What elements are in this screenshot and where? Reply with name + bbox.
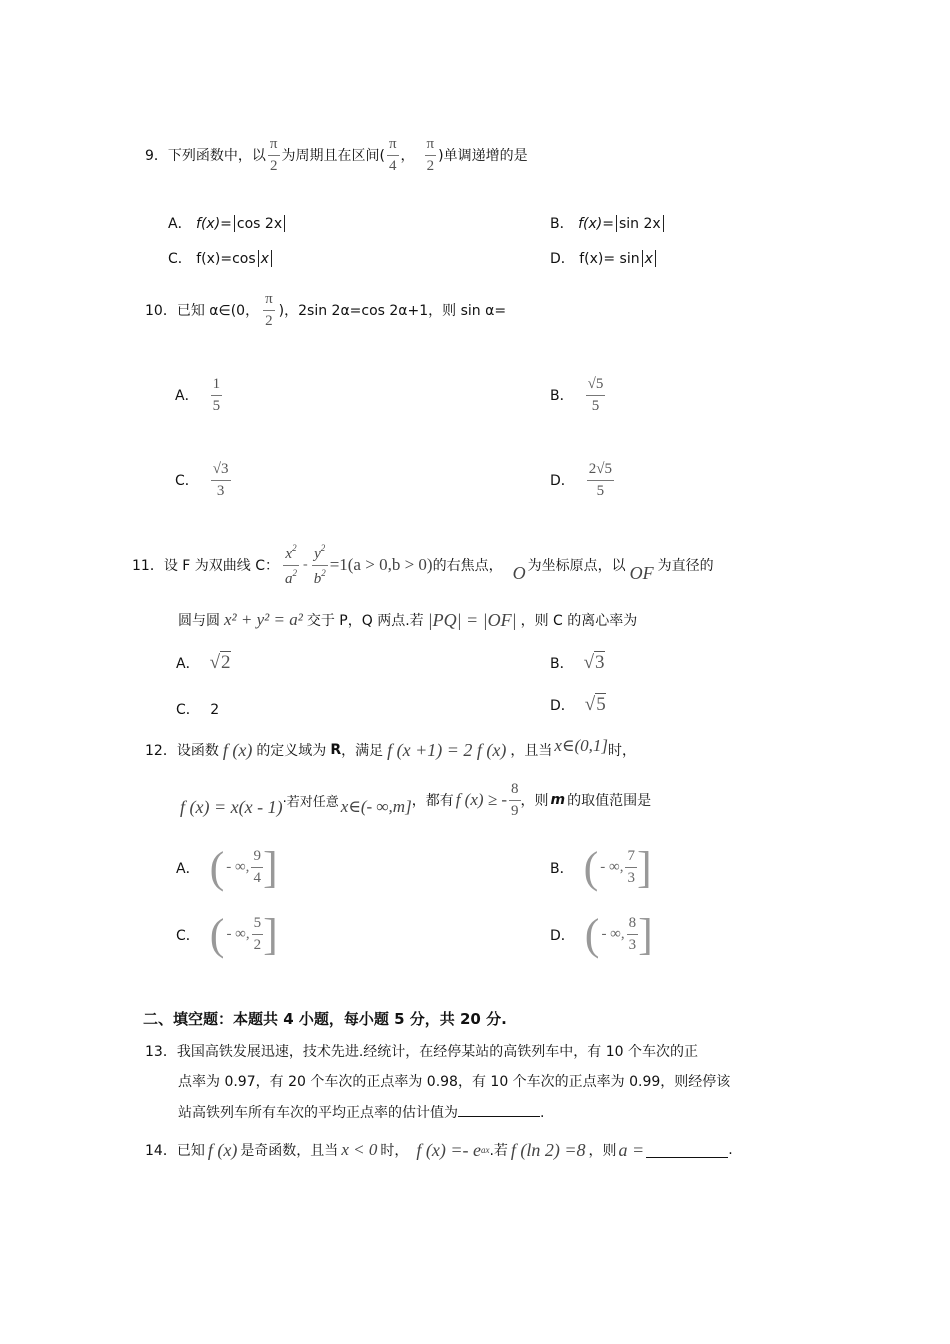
fraction-pi-over-4: $\frac{\pi}{4}$ [388,135,397,174]
question-9: 9． 下列函数中，以 $\frac{\pi}{2}$ 为周期且在区间( $\frac{\pi}{4}$ ， $\frac{\pi}{2}$ )单调递增的是 [145,135,528,174]
question-text: 为周期且在区间( [281,148,385,164]
q11-option-a: A． √2 [176,652,231,673]
q11-option-c: C． 2 [176,702,220,718]
answer-blank[interactable] [458,1102,540,1117]
question-number: 10． [145,303,177,319]
q10-option-d: D． $\frac{2√5}{5}$ [550,460,613,499]
question-14: 14． 已知 f (x) 是奇函数，且当 x < 0 时， f (x) =- e ax .若 f (ln 2) =8 ，则 a = . [145,1139,733,1160]
q12-option-d: D． ( - ∞, $\frac{8}{3}$ ] [550,909,653,959]
question-text: 设 F 为双曲线 C： [163,558,280,574]
q11-option-d: D． √5 [550,694,606,715]
question-13-line3: 站高铁列车所有车次的平均正点率的估计值为 . [178,1102,544,1122]
q9-option-a: A． f(x)= cos 2x [168,213,287,233]
question-text: 已知 α∈(0， [176,303,260,319]
question-text: )单调递增的是 [438,148,528,164]
question-text: )，2sin 2α=cos 2α+1，则 sin α= [278,303,507,319]
fraction-pi-over-2: $\frac{\pi}{2}$ [269,135,278,174]
fraction-pi-over-2: $\frac{\pi}{2}$ [265,290,273,329]
q9-option-c: C． f(x)=cos x [168,248,274,268]
hyperbola-y-term: $\frac{y^2}{b^2}$ [313,542,326,587]
question-11: 11． 设 F 为双曲线 C： $\frac{x^2}{a^2}$ - $\frac{y^2}{b^2}$ =1(a > 0,b > 0) 的右焦点， O 为坐标原点，以 OF 为直径的 [132,542,714,587]
question-number: 14． [145,1143,177,1159]
q11-option-b: B． √3 [550,652,605,673]
q9-option-d: D． f(x)= sin x [550,248,658,268]
question-13: 13．我国高铁发展迅速，技术先进.经统计，在经停某站的高铁列车中，有 10 个车次的正 [145,1044,698,1060]
q10-option-b: B． $\frac{√5}{5}$ [550,375,604,414]
question-text: 下列函数中，以 [167,148,266,164]
q10-option-c: C． $\frac{√3}{3}$ [175,460,229,499]
answer-blank[interactable] [646,1143,728,1158]
question-number: 13． [145,1044,177,1060]
question-number: 9． [145,148,168,164]
q10-option-a: A． $\frac{1}{5}$ [175,375,221,414]
q12-option-b: B． ( - ∞, $\frac{7}{3}$ ] [550,842,652,892]
question-12-line2: f (x) = x(x - 1) ·若对任意 x∈(- ∞,m] ，都有 f (x) ≥ - $\frac{8}{9}$ ，则 m 的取值范围是 [180,780,652,819]
question-13-line2: 点率为 0.97，有 20 个车次的正点率为 0.98，有 10 个车次的正点率为 0.99，则经停该 [178,1074,731,1090]
question-11-line2: 圆与圆 x² + y² = a² 交于 P，Q 两点.若 |PQ| = |OF| ，则 C 的离心率为 [178,609,638,630]
hyperbola-x-term: $\frac{x^2}{a^2}$ [285,542,298,587]
question-number: 11． [132,558,164,574]
question-12: 12． 设函数 f (x) 的定义域为 R ，满足 f (x +1) = 2 f (x) ，且当 x∈(0,1] 时， [145,736,636,760]
q12-option-a: A． ( - ∞, $\frac{9}{4}$ ] [176,842,278,892]
q9-option-b: B． f(x)= sin 2x [550,213,666,233]
question-10 [145,285,506,335]
fraction-pi-over-2: $\frac{\pi}{2}$ [426,135,435,174]
section-title: 二、填空题：本题共 4 小题，每小题 5 分，共 20 分. [143,1010,507,1028]
question-number: 12． [145,743,177,759]
q12-option-c: C． ( - ∞, $\frac{5}{2}$ ] [176,909,278,959]
